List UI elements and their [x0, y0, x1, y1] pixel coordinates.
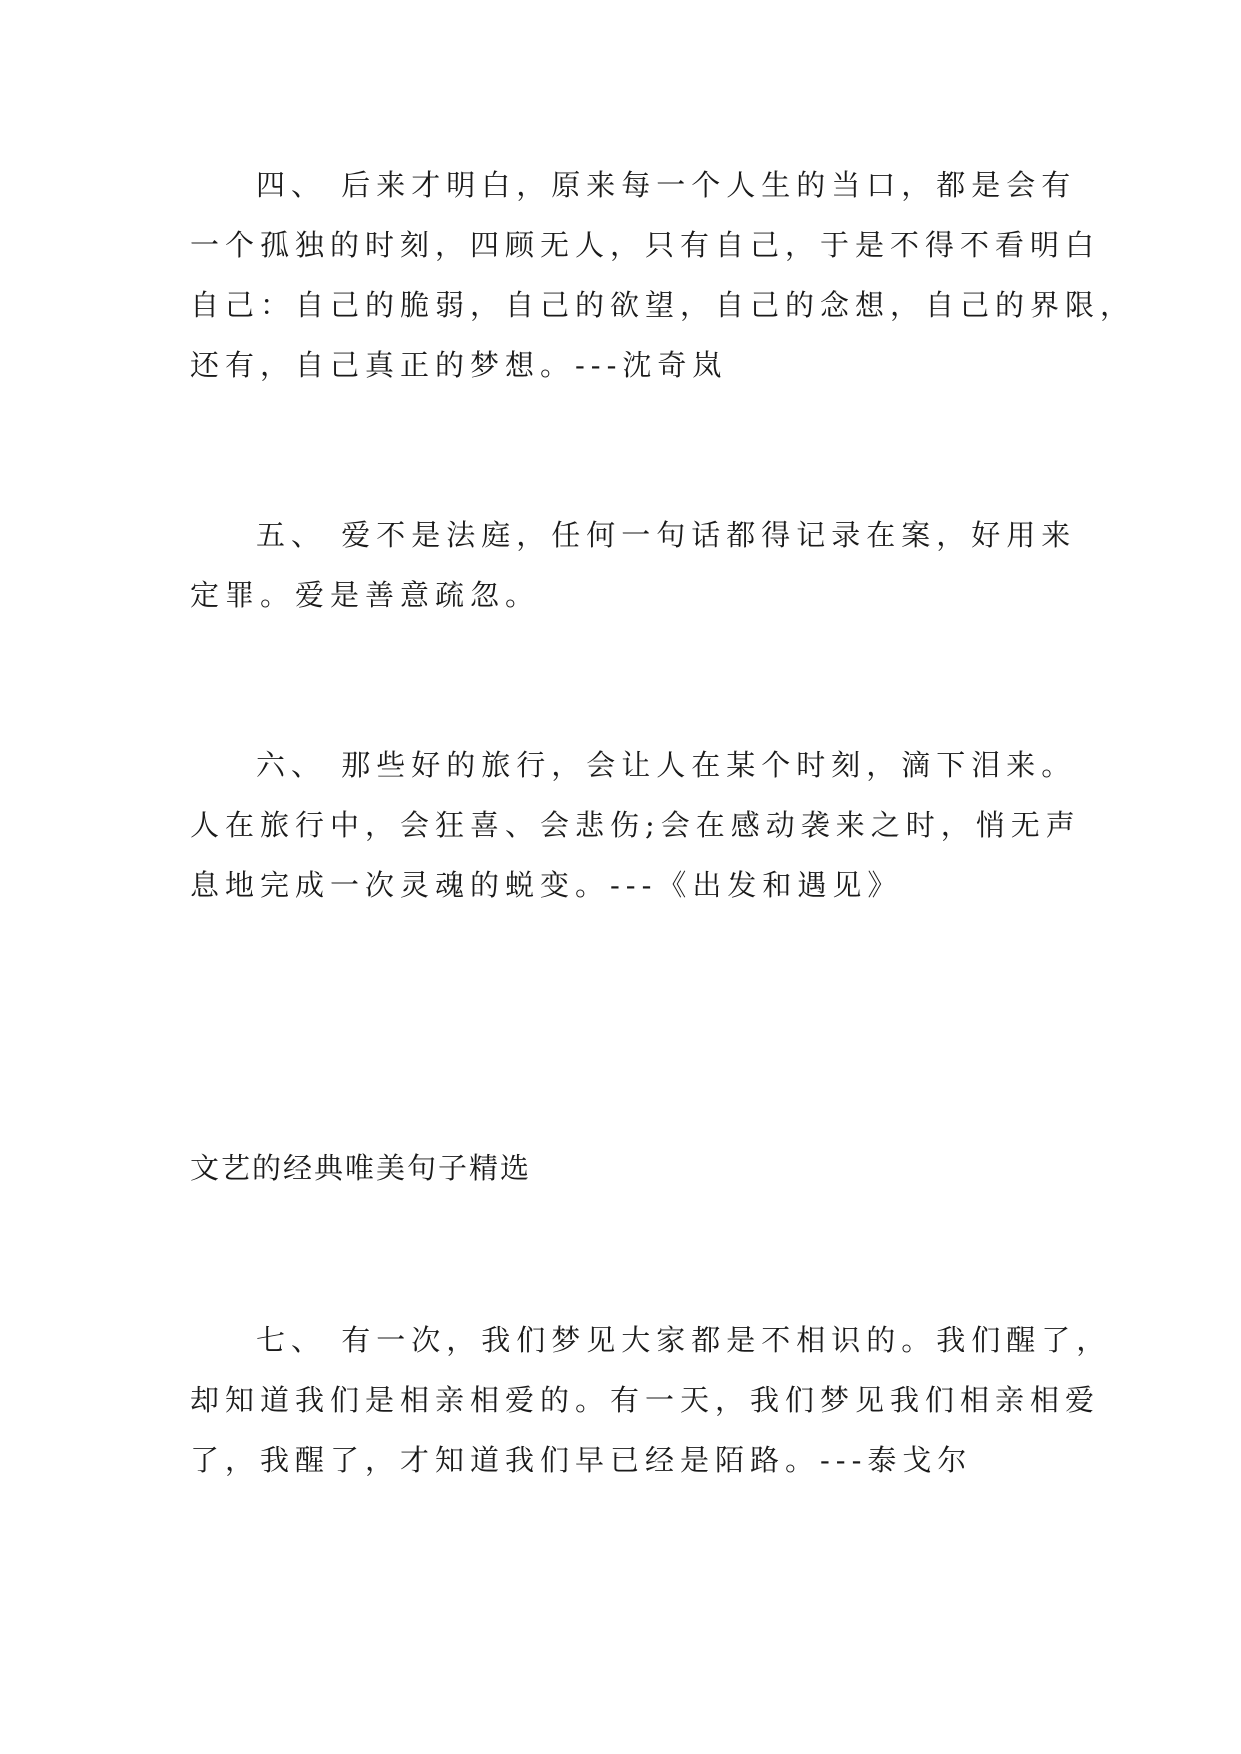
paragraph-6: [190, 735, 1090, 915]
paragraph-line: 自己：自己的脆弱，自己的欲望，自己的念想，自己的界限，: [190, 288, 1136, 322]
paragraph-line: 六、 那些好的旅行，会让人在某个时刻，滴下泪来。: [256, 748, 1077, 782]
paragraph-line: 一个孤独的时刻，四顾无人，只有自己，于是不得不看明白: [190, 228, 1101, 262]
paragraph-4: [190, 155, 1136, 395]
paragraph-5: [190, 505, 1090, 625]
paragraph-line: 定罪。爱是善意疏忽。: [190, 578, 541, 612]
paragraph-line: 却知道我们是相亲相爱的。有一天，我们梦见我们相亲相爱: [190, 1383, 1101, 1417]
section-heading: 文艺的经典唯美句子精选: [190, 1151, 532, 1185]
paragraph-line: 四、 后来才明白，原来每一个人生的当口，都是会有: [256, 168, 1077, 202]
paragraph-line: 还有，自己真正的梦想。---沈奇岚: [190, 348, 728, 382]
paragraph-line: 了，我醒了，才知道我们早已经是陌路。---泰戈尔: [190, 1443, 973, 1477]
paragraph-line: 人在旅行中，会狂喜、会悲伤;会在感动袭来之时，悄无声: [190, 808, 1081, 842]
paragraph-line: 五、 爱不是法庭，任何一句话都得记录在案，好用来: [256, 518, 1077, 552]
paragraph-line: 七、 有一次，我们梦见大家都是不相识的。我们醒了，: [256, 1323, 1112, 1357]
paragraph-line: 息地完成一次灵魂的蜕变。---《出发和遇见》: [190, 868, 903, 902]
section-heading-block: [190, 1138, 1090, 1198]
paragraph-7: [190, 1310, 1112, 1490]
